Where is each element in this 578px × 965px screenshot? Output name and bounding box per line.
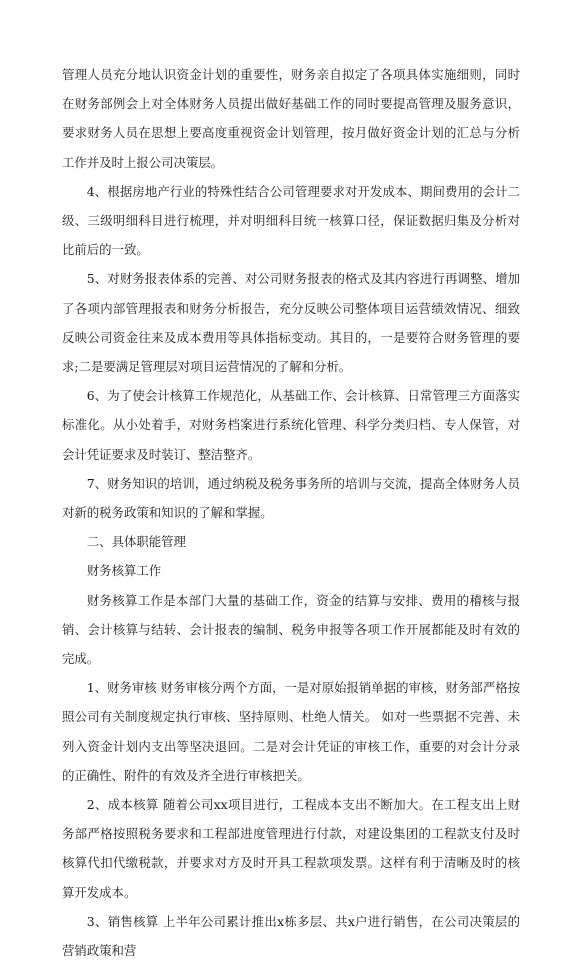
paragraph-7: 1、财务审核 财务审核分两个方面，一是对原始报销单据的审核，财务部严格按照公司有关制度规定执行审核、坚持原则、杜绝人情关。 如对一些票据不完善、未列入资金计划内支出等坚决退回。二是对会计凭证的审核工作，重要的对会计分录的正确性、附件的有效及齐全进行审核把关。	[62, 680, 520, 783]
paragraph-9: 3、销售核算 上半年公司累计推出x栋多层、共x户进行销售，在公司决策层的营销政策和营	[62, 913, 520, 959]
paragraph-4: 6、为了使会计核算工作规范化，从基础工作、会计核算、日常管理三方面落实标准化。从小处着手，对财务档案进行系统化管理、科学分类归档、专人保管，对会计凭证要求及时装订、整洁整齐。	[62, 388, 520, 462]
paragraph-6: 财务核算工作是本部门大量的基础工作，资金的结算与安排、费用的稽核与报销、会计核算与结转、会计报表的编制、税务申报等各项工作开展都能及时有效的完成。	[62, 592, 520, 667]
paragraph-3: 5、对财务报表体系的完善、对公司财务报表的格式及其内容进行再调整、增加了各项内部管理报表和财务分析报告，充分反映公司整体项目运营绩效情况、细致反映公司资金往来及成本费用等具体指标变动。其目的，一是要符合财务管理的要求;二是要满足管理层对项目运营情况的了解和分析。	[62, 271, 520, 375]
paragraph-8: 2、成本核算 随着公司xx项目进行，工程成本支出不断加大。在工程支出上财务部严格按照税务要求和工程部进度管理进行付款，对建设集团的工程款支付及时核算代扣代缴税款，并要求对方及时开具工程款项发票。这样有利于清晰及时的核算开发成本。	[62, 797, 520, 900]
section-heading: 二、具体职能管理	[86, 534, 186, 550]
paragraph-5: 7、财务知识的培训，通过纳税及税务事务所的培训与交流，提高全体财务人员对新的税务政策和知识的了解和掌握。	[62, 475, 520, 521]
paragraph-1: 管理人员充分地认识资金计划的重要性，财务亲自拟定了各项具体实施细则，同时在财务部例会上对全体财务人员提出做好基础工作的同时要提高管理及服务意识，要求财务人员在思想上要高度重视资金计划管理，按月做好资金计划的汇总与分析工作并及时上报公司决策层。	[62, 67, 520, 170]
subsection-heading: 财务核算工作	[86, 563, 162, 579]
paragraph-2: 4、根据房地产行业的特殊性结合公司管理要求对开发成本、期间费用的会计二级、三级明细科目进行梳理，并对明细科目统一核算口径，保证数据归集及分析对比前后的一致。	[62, 183, 520, 258]
